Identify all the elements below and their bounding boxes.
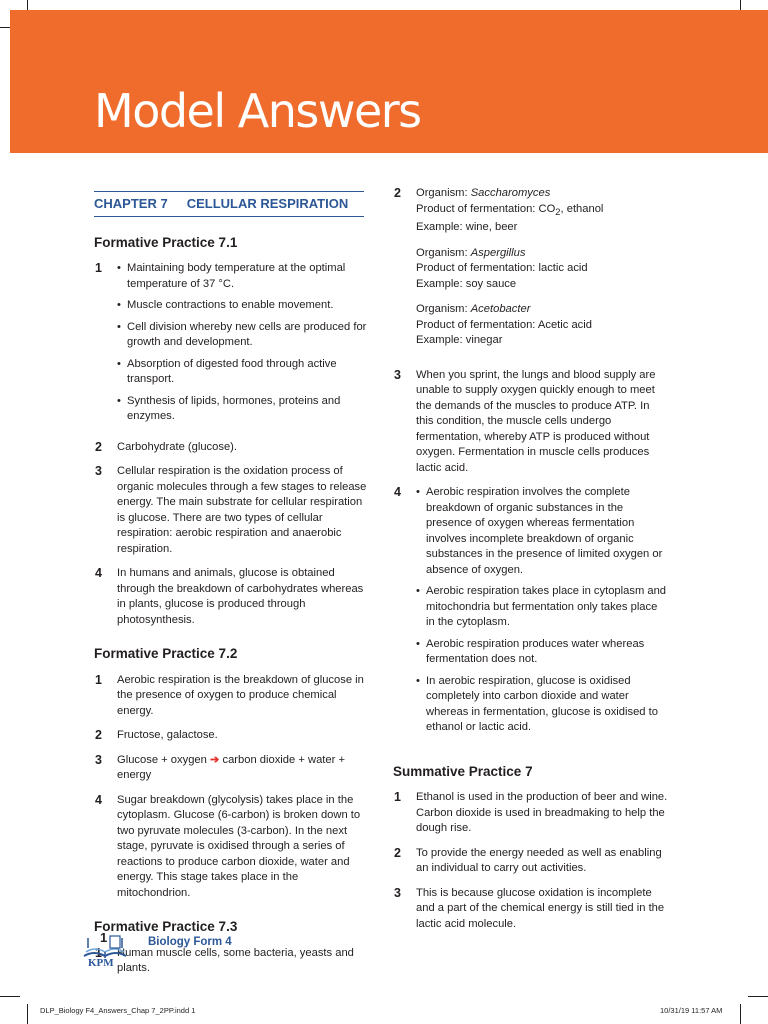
question-item: [393, 186, 668, 359]
question-number: 3: [95, 464, 102, 478]
organism-example: Example: wine, beer: [416, 221, 518, 234]
bullet-item: • Aerobic respiration takes place in cytoplasm and mitochondria but fermentation only takes place in the cytoplasm.: [416, 584, 668, 631]
question-item: [94, 440, 369, 456]
organism-name: Acetobacter: [470, 303, 531, 316]
question-answer: [117, 261, 369, 431]
question-item: [94, 946, 369, 977]
question-number: 2: [95, 439, 102, 454]
equation-products: carbon dioxide + water + energy: [117, 753, 345, 781]
question-answer: In humans and animals, glucose is obtained through the breakdown of carbohydrates whereas in plants, glucose is produced through photosynthesis.: [117, 567, 364, 626]
question-item: [94, 753, 369, 784]
question-item: [393, 368, 668, 477]
question-answer: Human muscle cells, some bacteria, yeasts and plants.: [117, 946, 354, 974]
section-title-fp72: Formative Practice 7.2: [94, 646, 238, 661]
crop-mark: [740, 1004, 741, 1024]
crop-mark: [27, 1004, 28, 1024]
fermentation-product: Product of fermentation: Acetic acid: [416, 318, 592, 331]
question-answer: [416, 186, 668, 359]
equation-reactants: Glucose + oxygen: [117, 753, 207, 766]
publisher-logo-text: KPM: [88, 957, 114, 969]
question-number: 3: [394, 885, 401, 900]
organism-name: Saccharomyces: [470, 187, 551, 199]
question-item: [393, 790, 668, 837]
question-item: [393, 485, 668, 742]
organism-block: [416, 246, 668, 293]
bullet-item: • In aerobic respiration, glucose is oxidised completely into carbon dioxide and water whereas in fermentation, glucose is oxidised to ethanol or lactic acid.: [416, 674, 668, 736]
section-title-sp7: Summative Practice 7: [393, 763, 533, 779]
organism-name: Aspergillus: [470, 246, 526, 259]
bullet-item: • Absorption of digested food through active transport.: [117, 357, 369, 388]
question-number: 3: [95, 752, 102, 767]
bullet-item: • Aerobic respiration produces water whereas fermentation does not.: [416, 637, 668, 668]
bullet-list: [416, 485, 668, 736]
question-answer: This is because glucose oxidation is incomplete and a part of the chemical energy is still tied in the lactic acid molecule.: [416, 886, 665, 930]
question-number: 1: [394, 790, 401, 805]
bullet-item: • Muscle contractions to enable movement.: [117, 298, 369, 314]
question-answer: Fructose, galactose.: [117, 729, 218, 741]
question-number: 1: [95, 672, 102, 687]
bullet-item: • Aerobic respiration involves the complete breakdown of organic substances in the presence of oxygen whereas fermentation involves incomplete breakdown of organic substances in the presence of limited oxygen or absence of oxygen.: [416, 485, 668, 578]
question-number: 4: [95, 792, 102, 807]
question-number: 2: [394, 845, 401, 860]
question-answer: Ethanol is used in the production of beer and wine. Carbon dioxide is used in breadmaking to help the dough rise.: [416, 791, 668, 835]
left-column: [94, 195, 369, 986]
question-number: 2: [394, 186, 401, 200]
question-answer: Sugar breakdown (glycolysis) takes place in the cytoplasm. Glucose (6-carbon) is broken down to two pyruvate molecules (3-carbon). In the next stage, pyruvate is oxidised through a series of reactions to produce carbon dioxide, water and energy. This stage takes place in the mitochondrion.: [117, 793, 361, 899]
bullet-item: • Cell division whereby new cells are produced for growth and development.: [117, 320, 369, 351]
question-item: [94, 464, 369, 557]
slug-filename: DLP_Biology F4_Answers_Chap 7_2PP.indd 1: [40, 1006, 196, 1015]
question-answer: [416, 485, 668, 742]
question-item: [393, 886, 668, 933]
question-number: 4: [394, 485, 401, 500]
bullet-item: • Synthesis of lipids, hormones, proteins and enzymes.: [117, 394, 369, 425]
chapter-number: CHAPTER 7: [94, 196, 168, 211]
right-column: [393, 186, 668, 941]
fermentation-product: Product of fermentation: lactic acid: [416, 262, 588, 275]
book-title: Biology Form 4: [148, 936, 232, 948]
organism-label: Organism:: [416, 303, 468, 316]
bullet-list: [117, 261, 369, 425]
organism-block: [416, 302, 668, 349]
page-title: Model Answers: [94, 84, 421, 138]
question-answer: To provide the energy needed as well as enabling an individual to carry out activities.: [416, 846, 662, 875]
question-answer: [117, 753, 369, 784]
chapter-title: CELLULAR RESPIRATION: [186, 196, 349, 211]
question-item: [94, 728, 369, 744]
organism-example: Example: soy sauce: [416, 277, 517, 290]
question-number: 3: [394, 367, 401, 382]
question-answer: Aerobic respiration is the breakdown of glucose in the presence of oxygen to produce chemical energy.: [117, 673, 364, 717]
question-number: 1: [95, 945, 102, 960]
arrow-right-icon: ➔: [209, 753, 220, 766]
crop-mark: [748, 996, 768, 997]
crop-mark: [0, 996, 20, 997]
question-item: [94, 673, 369, 720]
organism-block: [416, 186, 668, 236]
question-answer: When you sprint, the lungs and blood supply are unable to supply oxygen quickly enough to meet the demands of the muscles to produce ATP. In this condition, the muscle cells undergo fermentation, whereby ATP is produced without oxygen. Fermentation in muscle cells produces lactic acid.: [416, 368, 656, 474]
question-item: [94, 261, 369, 431]
question-number: 2: [95, 728, 102, 742]
chapter-heading: [94, 191, 364, 217]
fermentation-product: Product of fermentation: CO: [416, 202, 556, 215]
organism-label: Organism:: [416, 246, 468, 259]
question-number: 4: [95, 566, 102, 580]
question-item: [94, 566, 369, 628]
page-number: 1: [100, 930, 108, 945]
slug-timestamp: 10/31/19 11:57 AM: [660, 1006, 723, 1015]
fermentation-product-rest: , ethanol: [560, 202, 604, 215]
question-answer: Cellular respiration is the oxidation process of organic molecules through a few stages to release energy. The main substrate for cellular respiration is glucose. There are two types of cellular respiration: aerobic respiration and anaerobic respiration.: [117, 465, 367, 555]
question-item: [94, 793, 369, 902]
question-number: 1: [95, 261, 102, 275]
subscript: 2: [555, 206, 561, 217]
question-item: [393, 846, 668, 877]
question-answer: Carbohydrate (glucose).: [117, 440, 238, 453]
bullet-item: • Maintaining body temperature at the optimal temperature of 37 °C.: [117, 261, 369, 292]
organism-label: Organism:: [416, 187, 468, 199]
section-title-fp71: Formative Practice 7.1: [94, 234, 238, 250]
organism-example: Example: vinegar: [416, 334, 503, 347]
section-title-fp73: Formative Practice 7.3: [94, 919, 238, 934]
